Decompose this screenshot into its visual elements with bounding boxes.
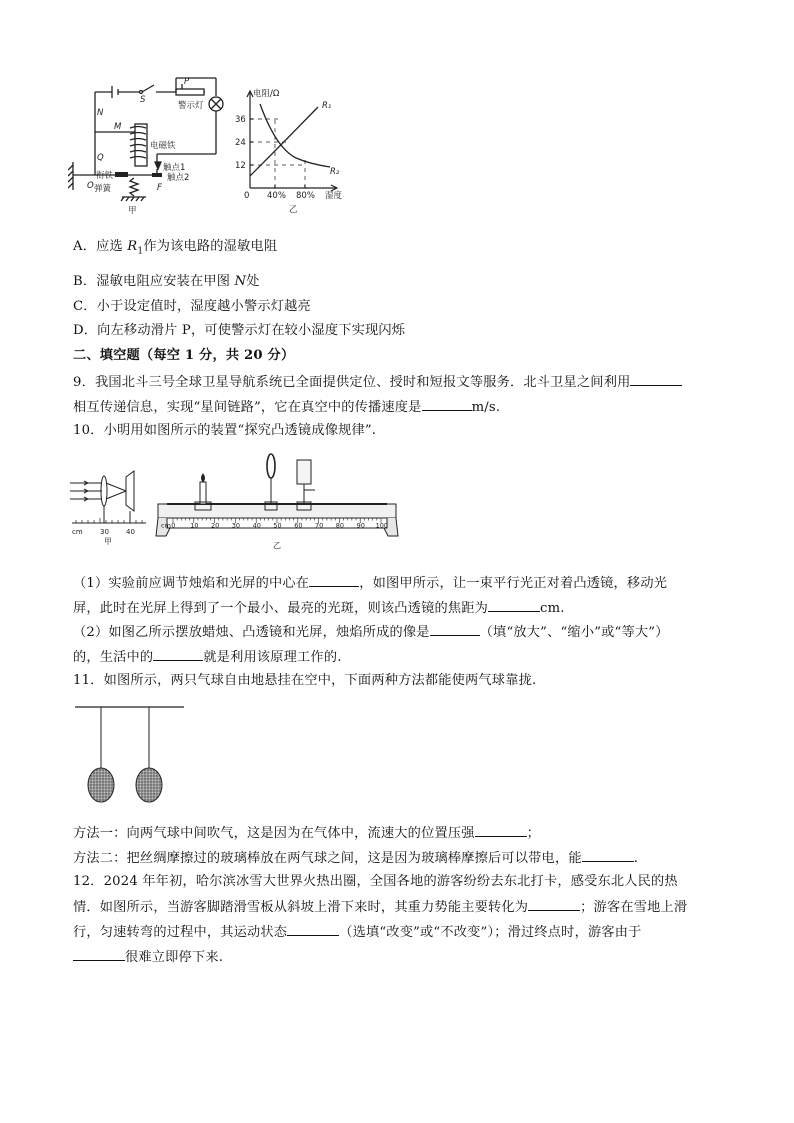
label-lamp: 警示灯 [178,101,204,111]
answer-blank[interactable] [630,372,682,386]
q10-intro: 10．小明用如图所示的装置“探究凸透镜成像规律”. [73,423,377,438]
answer-blank[interactable] [582,848,634,862]
q10-part2-line1: （2）如图乙所示摆放蜡烛、凸透镜和光屏，烛焰所成的像是 （填“放大”、“缩小”或“等大”） [73,622,669,642]
optical-bench-figure [155,452,400,552]
label-p: P [184,77,190,87]
ruler-tick-label: 60 [294,521,303,530]
label-contact2: 触点2 [167,173,190,183]
label-f: F [157,183,162,193]
graph-r2-label: R₂ [330,167,340,177]
graph-xtick-40: 40% [267,191,286,201]
ruler-tick-label: 100 [375,521,389,530]
ruler-tick-label: 70 [315,521,324,530]
label-contact1: 触点1 [163,163,186,173]
ruler-tick-label: 80 [335,521,345,530]
q8-option-b: B．湿敏电阻应安装在甲图 N处 [73,274,260,289]
q8-option-a: A．应选 $R_1$作为该电路的湿敏电阻 [73,239,278,257]
circuit-diagram [68,72,236,222]
ruler-tick-label: 20 [211,521,220,530]
ruler-tick-label: 40 [252,521,261,530]
fig-jia-tick-40: 40 [126,528,135,536]
fig-jia-cm: cm [72,528,83,536]
fig-jia-caption: 甲 [104,537,112,546]
graph-caption: 乙 [289,205,298,215]
label-electromagnet: 电磁铁 [150,141,176,151]
answer-blank[interactable] [153,647,203,661]
label-s: S [140,95,146,105]
ruler-tick-label: 30 [231,521,241,530]
q12-line4: 很难立即停下来. [73,947,223,967]
q8-option-c: C．小于设定值时，湿度越小警示灯越亮 [73,299,311,314]
answer-blank[interactable] [488,598,540,612]
graph-ylabel: 电阻/Ω [253,89,280,99]
q11-method2: 方法二：把丝绸摩擦过的玻璃棒放在两气球之间，这是因为玻璃棒摩擦后可以带电，能 . [73,848,638,868]
answer-blank[interactable] [309,573,359,587]
focal-length-figure [70,455,150,547]
resistance-humidity-graph [232,82,362,216]
label-n: N [97,108,104,118]
graph-xlabel: 湿度 [325,191,343,201]
graph-ytick-12: 12 [235,161,246,171]
q8-option-d: D．向左移动滑片 P，可使警示灯在较小湿度下实现闪烁 [73,323,406,338]
graph-ytick-36: 36 [235,115,246,125]
answer-blank[interactable] [73,947,125,961]
q12-line2: 情．如图所示，当游客脚踏滑雪板从斜坡上滑下来时，其重力势能主要转化为 ；游客在雪地上滑 [73,897,687,917]
label-o: O [87,181,94,191]
graph-ytick-24: 24 [235,138,246,148]
q10-part1-line2: 屏，此时在光屏上得到了一个最小、最亮的光斑，则该凸透镜的焦距为 cm. [73,598,565,618]
fig-yi-caption: 乙 [273,541,281,550]
answer-blank[interactable] [528,897,580,911]
q10-part2-line2: 的，生活中的 就是利用该原理工作的. [73,647,342,667]
ruler-tick-label: 50 [273,521,282,530]
q12-line1: 12．2024 年年初，哈尔滨冰雪大世界火热出圈，全国各地的游客纷纷去东北打卡，感受东北人民的热 [73,874,678,889]
graph-xtick-80: 80% [296,191,315,201]
balloons-figure [72,700,188,808]
label-m: M [114,122,122,132]
ruler-tick-label: 90 [356,521,365,530]
section-heading: 二、填空题（每空 1 分，共 20 分） [73,348,295,363]
ruler-tick-label: 0 [171,521,176,530]
label-q: Q [97,153,104,163]
q10-part1-line1: （1）实验前应调节烛焰和光屏的中心在 ，如图甲所示，让一束平行光正对着凸透镜，移动光 [73,573,667,593]
graph-origin: 0 [244,191,250,201]
q11-intro: 11．如图所示，两只气球自由地悬挂在空中，下面两种方法都能使两气球靠拢. [73,673,537,688]
fig-jia-tick-30: 30 [100,528,109,536]
label-iron: 衔铁 [96,171,114,181]
answer-blank[interactable] [422,397,472,411]
q9-line2: 相互传递信息，实现“星间链路”，它在真空中的传播速度是 m/s. [73,397,500,417]
caption-jia: 甲 [128,206,137,216]
answer-blank[interactable] [475,823,527,837]
answer-blank[interactable] [430,622,480,636]
graph-r1-label: R₁ [322,101,332,111]
label-spring: 弹簧 [94,184,112,194]
q12-line3: 行，匀速转弯的过程中，其运动状态 （选填“改变”或“不改变”）；滑过终点时，游客由于 [73,922,642,942]
q11-method1: 方法一：向两气球中间吹气，这是因为在气体中，流速大的位置压强 ； [73,823,540,843]
ruler-unit: cm [161,521,171,530]
ruler-tick-label: 10 [190,521,199,530]
answer-blank[interactable] [287,922,339,936]
q9-line1: 9．我国北斗三号全球卫星导航系统已全面提供定位、授时和短报文等服务．北斗卫星之间利用 [73,372,682,392]
